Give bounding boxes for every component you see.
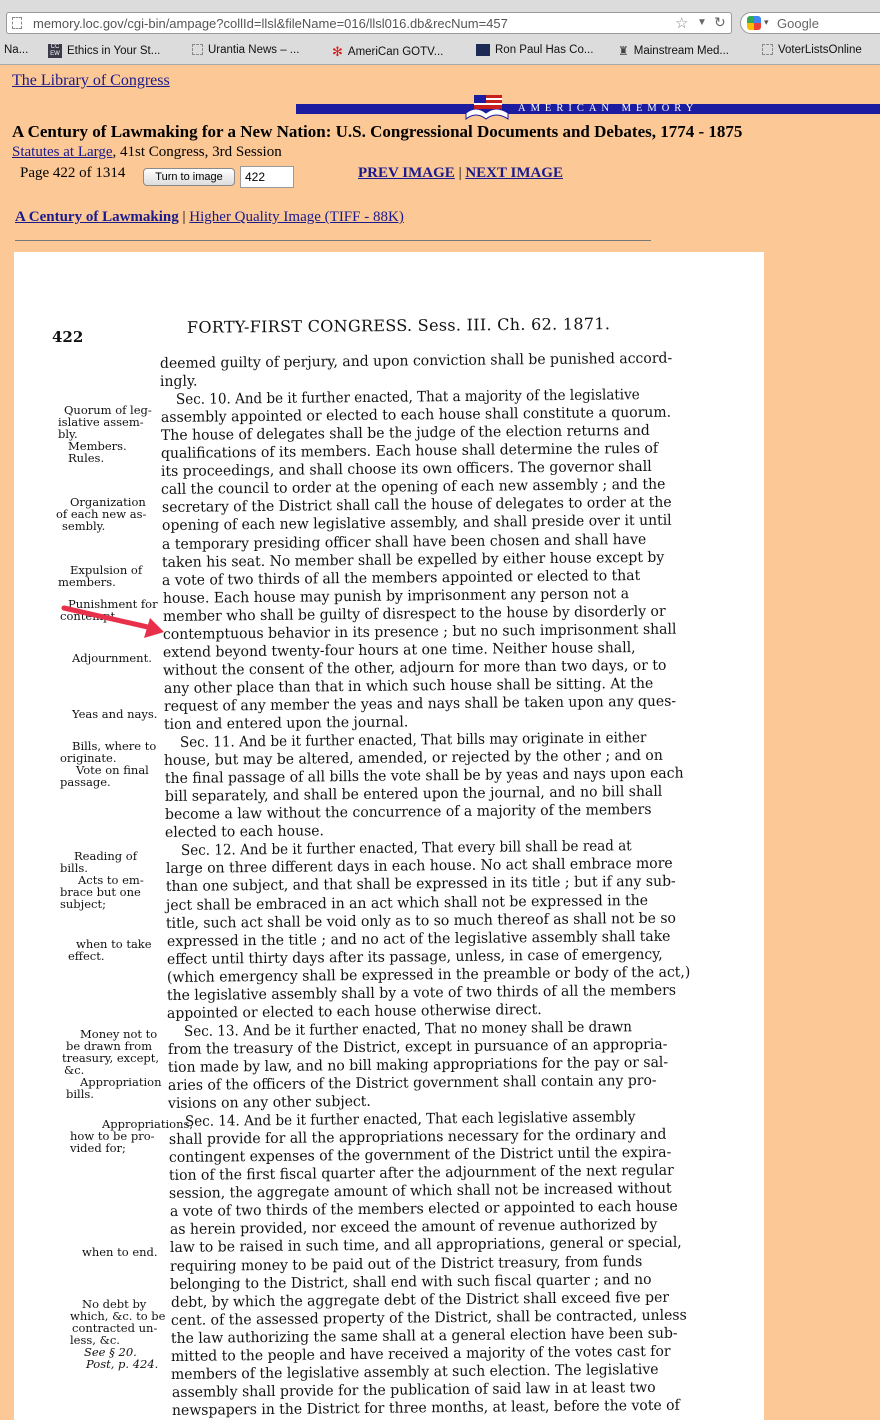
margin-note: effect. bbox=[68, 949, 105, 963]
statute-line: elected to each house. bbox=[165, 823, 325, 842]
statute-line: house. Each house may punish by imprisonment any person not a bbox=[162, 585, 629, 607]
statute-line: extend beyond twenty-four hours at one time. Neither house shall, bbox=[163, 639, 636, 661]
margin-note: No debt by bbox=[82, 1297, 147, 1311]
margin-note: passage. bbox=[60, 775, 111, 789]
statute-line: a vote of two thirds of the members elected or appointed to each house bbox=[169, 1199, 678, 1221]
statute-line: member who shall be guilty of disrespect to the house by disorderly or bbox=[162, 603, 666, 625]
statute-line: appointed or elected to each house otherwise direct. bbox=[167, 1001, 543, 1022]
margin-note: Quorum of leg- bbox=[64, 403, 152, 417]
page-icon bbox=[192, 44, 203, 55]
statute-line: visions on any other subject. bbox=[168, 1093, 372, 1113]
statute-line: ingly. bbox=[160, 373, 198, 391]
statute-line: members of the legislative assembly at such election. The legislative bbox=[171, 1361, 659, 1383]
statute-line: aries of the officers of the District government shall contain any pro- bbox=[168, 1072, 657, 1094]
statute-line: (which emergency shall be expressed in the preamble or body of the act,) bbox=[166, 964, 691, 986]
statute-line: belonging to the District, shall end with such fiscal quarter ; and no bbox=[170, 1271, 652, 1293]
reload-icon[interactable]: ↻ bbox=[714, 14, 726, 30]
margin-note: originate. bbox=[60, 751, 117, 765]
margin-note: &c. bbox=[64, 1063, 85, 1077]
statute-line: call the council to order at the opening of each new assembly ; and the bbox=[161, 477, 666, 499]
margin-note: subject; bbox=[60, 897, 106, 911]
margin-note: See § 20. bbox=[84, 1345, 137, 1359]
flower-icon: ✻ bbox=[332, 44, 343, 59]
bookmark-item[interactable]: Na... bbox=[4, 44, 29, 56]
margin-note: Adjournment. bbox=[72, 651, 152, 665]
statute-line: a vote of two thirds of all the members appointed or elected to that bbox=[162, 567, 641, 589]
bookmark-item[interactable]: Urantia News – ... bbox=[192, 44, 299, 56]
bookmark-item[interactable]: ✻ AmeriCan GOTV... bbox=[332, 44, 444, 59]
margin-note: less, &c. bbox=[70, 1333, 120, 1347]
search-placeholder: Google bbox=[777, 16, 819, 31]
margin-note: be drawn from bbox=[66, 1039, 153, 1053]
page-number: 422 bbox=[52, 328, 84, 346]
century-of-lawmaking-link[interactable]: A Century of Lawmaking bbox=[15, 209, 179, 225]
margin-note: islative assem- bbox=[58, 415, 144, 429]
margin-note: vided for; bbox=[70, 1141, 126, 1155]
statute-line: Sec. 10. And be it further enacted, That a majority of the legislative bbox=[176, 387, 641, 409]
margin-note: Organization bbox=[70, 495, 146, 509]
margin-note: when to end. bbox=[82, 1245, 158, 1259]
margin-note: Post, p. 424. bbox=[86, 1357, 159, 1371]
margin-note: contempt. bbox=[60, 609, 119, 623]
margin-note: contracted un- bbox=[72, 1321, 158, 1335]
margin-note: treasury, except, bbox=[62, 1051, 160, 1065]
url-text[interactable]: memory.loc.gov/cgi-bin/ampage?collId=llsl&fileName=016/llsl016.db&recNum=457 bbox=[33, 16, 508, 31]
statute-line: Sec. 14. And be it further enacted, That each legislative assembly bbox=[184, 1109, 636, 1131]
page-indicator: Page 422 of 1314 bbox=[20, 165, 126, 181]
margin-note: Acts to em- bbox=[78, 873, 144, 887]
statute-line: mitted to the people and have received a majority of the votes cast for bbox=[171, 1343, 671, 1365]
margin-note: Money not to bbox=[80, 1027, 158, 1041]
statute-line: any other place than that in which such house shall be sitting. At the bbox=[163, 675, 653, 697]
statute-line: become a law without the concurrence of a majority of the members bbox=[164, 802, 652, 824]
bookmark-star-icon[interactable]: ☆ bbox=[675, 15, 689, 32]
statute-line: the legislative assembly shall by a vote of two thirds of all the members bbox=[167, 982, 677, 1004]
document-links bbox=[15, 209, 404, 226]
statute-line: the law authorizing the same shall at a general election have been sub- bbox=[170, 1325, 678, 1347]
statute-line: taken his seat. No member shall be expelled by either house except by bbox=[162, 549, 665, 571]
margin-note: Reading of bbox=[74, 849, 137, 863]
statute-line: tion of the first fiscal quarter after the adjournment of the next regular bbox=[169, 1162, 674, 1185]
bookmark-item[interactable]: Ron Paul Has Co... bbox=[476, 44, 593, 56]
page-icon bbox=[12, 17, 22, 29]
statute-line: its proceedings, and shall choose its own officers. The governor shall bbox=[161, 459, 652, 481]
red-arrow-icon bbox=[60, 602, 170, 642]
collection-title: A Century of Lawmaking for a New Nation: U.S. Congressional Documents and Debates, 1774 - 1875 bbox=[12, 122, 743, 141]
search-bar[interactable] bbox=[740, 12, 880, 34]
margin-note: sembly. bbox=[62, 519, 106, 533]
statute-line: request of any member the yeas and nays shall be taken upon any ques- bbox=[163, 693, 677, 715]
turn-to-image-button[interactable]: Turn to image bbox=[143, 168, 235, 186]
statute-line: from the treasury of the District, except in pursuance of an appropria- bbox=[167, 1036, 668, 1058]
statutes-line bbox=[12, 144, 282, 161]
library-of-congress-link[interactable]: The Library of Congress bbox=[12, 72, 170, 89]
margin-note: of each new as- bbox=[56, 507, 147, 521]
thumbnail-icon bbox=[476, 44, 490, 56]
scanned-page-image bbox=[14, 252, 764, 1420]
tiff-image-link[interactable]: Higher Quality Image (TIFF - 88K) bbox=[189, 209, 404, 225]
statute-line: law to be raised in such time, and all appropriations, general or special, bbox=[169, 1235, 682, 1257]
statute-line: session, the aggregate amount of which shall not be increased without bbox=[169, 1181, 672, 1203]
statute-line: newspapers in the District for three months, at least, before the vote of bbox=[171, 1397, 680, 1419]
bookmark-item[interactable]: ♜ Mainstream Med... bbox=[618, 44, 729, 58]
chevron-down-icon[interactable]: ▾ bbox=[764, 17, 769, 27]
divider bbox=[15, 240, 651, 241]
statute-line: effect until thirty days after its passage, unless, in case of emergency, bbox=[166, 946, 663, 968]
ccew-icon: CC EW bbox=[48, 44, 62, 58]
running-head: FORTY-FIRST CONGRESS. Sess. III. Ch. 62. 1871. bbox=[186, 314, 611, 337]
margin-note: bills. bbox=[60, 861, 88, 875]
statute-line: cent. of the assessed property of the District, shall be contracted, unless bbox=[170, 1307, 687, 1329]
statute-line: bill separately, and shall be entered upon the journal, and no bill shall bbox=[164, 783, 663, 806]
statute-line: deemed guilty of perjury, and upon conviction shall be punished accord- bbox=[159, 350, 673, 372]
margin-note: Yeas and nays. bbox=[72, 707, 158, 721]
browser-chrome bbox=[0, 0, 880, 65]
prev-image-link[interactable]: PREV IMAGE bbox=[358, 165, 455, 181]
statute-line: ject shall be embraced in an act which shall not be expressed in the bbox=[166, 892, 649, 914]
statutes-at-large-link[interactable]: Statutes at Large bbox=[12, 144, 113, 160]
margin-note: Expulsion of bbox=[70, 563, 143, 577]
statute-line: title, such act shall be void only as to so much thereof as shall not be so bbox=[166, 910, 677, 932]
margin-note: brace but one bbox=[60, 885, 141, 899]
margin-note: Vote on final bbox=[76, 763, 149, 777]
statute-line: Sec. 11. And be it further enacted, That bills may originate in either bbox=[180, 730, 647, 752]
statute-line: without the consent of the other, adjourn for more than two days, or to bbox=[163, 657, 667, 679]
margin-note: which, &c. to be bbox=[70, 1309, 166, 1323]
page-number-input[interactable] bbox=[240, 166, 294, 188]
statute-line: expressed in the title ; and no act of the legislative assembly shall take bbox=[166, 928, 671, 950]
margin-note: how to be pro- bbox=[70, 1129, 155, 1143]
statute-line: qualifications of its members. Each house shall determine the rules of bbox=[160, 441, 659, 463]
statute-line: assembly shall provide for the publication of said law in at least two bbox=[171, 1379, 656, 1401]
statute-line: large on three different days in each house. No act shall embrace more bbox=[165, 856, 673, 878]
statute-line: a temporary presiding officer shall have been chosen and shall have bbox=[161, 531, 647, 553]
statute-line: contemptuous behavior in its presence ; but no such imprisonment shall bbox=[162, 621, 677, 643]
statute-line: tion and entered upon the journal. bbox=[163, 714, 409, 733]
image-nav bbox=[358, 165, 563, 182]
statute-line: Sec. 13. And be it further enacted, That no money shall be drawn bbox=[183, 1019, 632, 1040]
statute-line: assembly appointed or elected to each house shall constitute a quorum. bbox=[160, 404, 671, 427]
statute-line: contingent expenses of the government of the District until the expira- bbox=[168, 1144, 672, 1167]
statute-line: as herein provided, nor exceed the amount of revenue authorized by bbox=[169, 1217, 658, 1239]
statute-line: opening of each new legislative assembly, and shall preside over it until bbox=[161, 513, 672, 535]
page-background bbox=[764, 252, 880, 1420]
statute-line: than one subject, and that shall be expressed in its title ; but if any sub- bbox=[165, 874, 676, 896]
statute-line: debt, by which the aggregate debt of the District shall exceed five per bbox=[170, 1289, 669, 1311]
statute-line: house, but may be altered, amended, or rejected by the other ; and on bbox=[164, 747, 664, 770]
margin-note: Punishment for bbox=[68, 597, 158, 611]
flag-book-icon bbox=[464, 93, 510, 121]
link-separator: | bbox=[182, 209, 186, 225]
margin-note: bly. bbox=[58, 427, 78, 441]
banner-text: AMERICAN MEMORY bbox=[518, 103, 699, 114]
margin-note: Appropriation bbox=[80, 1075, 162, 1089]
margin-note: Rules. bbox=[68, 451, 105, 465]
next-image-link[interactable]: NEXT IMAGE bbox=[465, 165, 563, 181]
statute-line: The house of delegates shall be the judge of the election returns and bbox=[160, 423, 650, 445]
margin-note: Members. bbox=[68, 439, 127, 453]
margin-note: Appropriations, bbox=[102, 1117, 194, 1131]
address-bar[interactable] bbox=[6, 12, 732, 34]
nav-separator: | bbox=[458, 165, 462, 181]
figure-icon: ♜ bbox=[618, 44, 629, 58]
statute-line: shall provide for all the appropriations necessary for the ordinary and bbox=[168, 1126, 667, 1149]
margin-note: Bills, where to bbox=[72, 739, 157, 753]
congress-session: , 41st Congress, 3rd Session bbox=[112, 144, 282, 160]
statute-line: secretary of the District shall call the house of delegates to order at the bbox=[161, 495, 672, 517]
margin-note: bills. bbox=[66, 1087, 94, 1101]
margin-note: when to take bbox=[76, 937, 152, 951]
statute-line: requiring money to be paid out of the District treasury, from funds bbox=[170, 1253, 643, 1275]
bookmark-item[interactable]: CC EW Ethics in Your St... bbox=[48, 44, 160, 58]
bookmarks-bar bbox=[0, 42, 880, 62]
bookmark-item[interactable]: VoterListsOnline bbox=[762, 44, 862, 56]
statute-line: Sec. 12. And be it further enacted, That every bill shall be read at bbox=[181, 838, 633, 860]
margin-note: members. bbox=[58, 575, 116, 589]
google-icon bbox=[747, 16, 761, 30]
statute-line: tion made by law, and no bill making appropriations for the pay or sal- bbox=[167, 1054, 669, 1076]
page-icon bbox=[762, 44, 773, 55]
chevron-down-icon[interactable]: ▼ bbox=[697, 17, 707, 28]
statute-line: the final passage of all bills the vote shall be by yeas and nays upon each bbox=[164, 765, 684, 788]
